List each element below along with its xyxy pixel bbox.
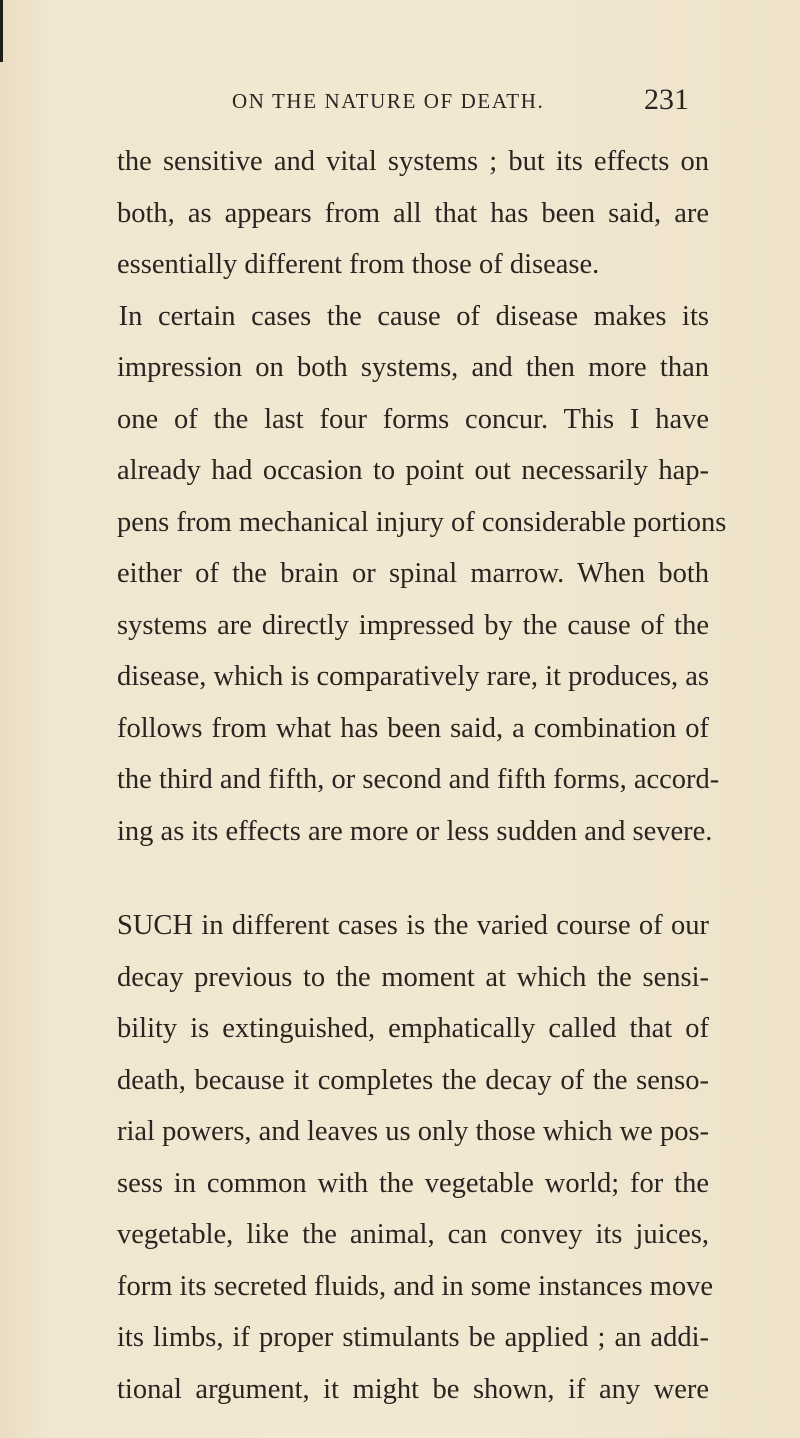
text-line: ing as its effects are more or less sudden and severe. bbox=[117, 815, 713, 847]
paragraph-3 bbox=[117, 900, 713, 1415]
text-line: one of the last four forms concur. This I have bbox=[117, 403, 709, 435]
text-line: decay previous to the moment at which the sensi- bbox=[117, 961, 709, 993]
running-title: ON THE NATURE OF DEATH. bbox=[232, 89, 545, 113]
section-gap bbox=[117, 857, 709, 900]
text-line: the sensitive and vital systems ; but its effects on bbox=[117, 146, 709, 177]
paragraph-2 bbox=[117, 291, 727, 858]
text-line: both, as appears from all that has been said, are bbox=[117, 197, 709, 229]
text-line: In certain cases the cause of disease makes its bbox=[118, 300, 709, 332]
text-line: already had occasion to point out necessarily hap- bbox=[117, 455, 709, 486]
page-number: 231 bbox=[644, 83, 689, 116]
binding-edge bbox=[0, 0, 3, 62]
text-line: form its secreted fluids, and in some instances move bbox=[117, 1270, 713, 1302]
text-line: either of the brain or spinal marrow. When both bbox=[117, 558, 709, 589]
text-line: its limbs, if proper stimulants be applied ; an addi- bbox=[117, 1322, 709, 1353]
text-line: sess in common with the vegetable world; for the bbox=[117, 1167, 709, 1199]
text-line: impression on both systems, and then more than bbox=[117, 352, 709, 383]
text-line: vegetable, like the animal, can convey its juices, bbox=[117, 1219, 709, 1250]
text-line: systems are directly impressed by the cause of the bbox=[117, 609, 709, 641]
text-line: pens from mechanical injury of considerable portions bbox=[117, 506, 727, 538]
text-line: bility is extinguished, emphatically called that of bbox=[117, 1013, 709, 1044]
text-line: SUCH in different cases is the varied course of our bbox=[117, 910, 709, 941]
page-header bbox=[0, 83, 800, 123]
text-line: disease, which is comparatively rare, it produces, as bbox=[117, 661, 709, 692]
text-line: essentially different from those of disease. bbox=[117, 249, 600, 280]
body-text bbox=[117, 136, 727, 1415]
text-line: the third and fifth, or second and fifth forms, accord- bbox=[117, 764, 720, 795]
text-line: death, because it completes the decay of the senso- bbox=[117, 1064, 709, 1096]
text-line: tional argument, it might be shown, if any were bbox=[117, 1373, 709, 1405]
paragraph-1 bbox=[117, 136, 709, 291]
text-line: follows from what has been said, a combination of bbox=[117, 712, 709, 744]
text-line: rial powers, and leaves us only those which we pos- bbox=[117, 1116, 710, 1147]
